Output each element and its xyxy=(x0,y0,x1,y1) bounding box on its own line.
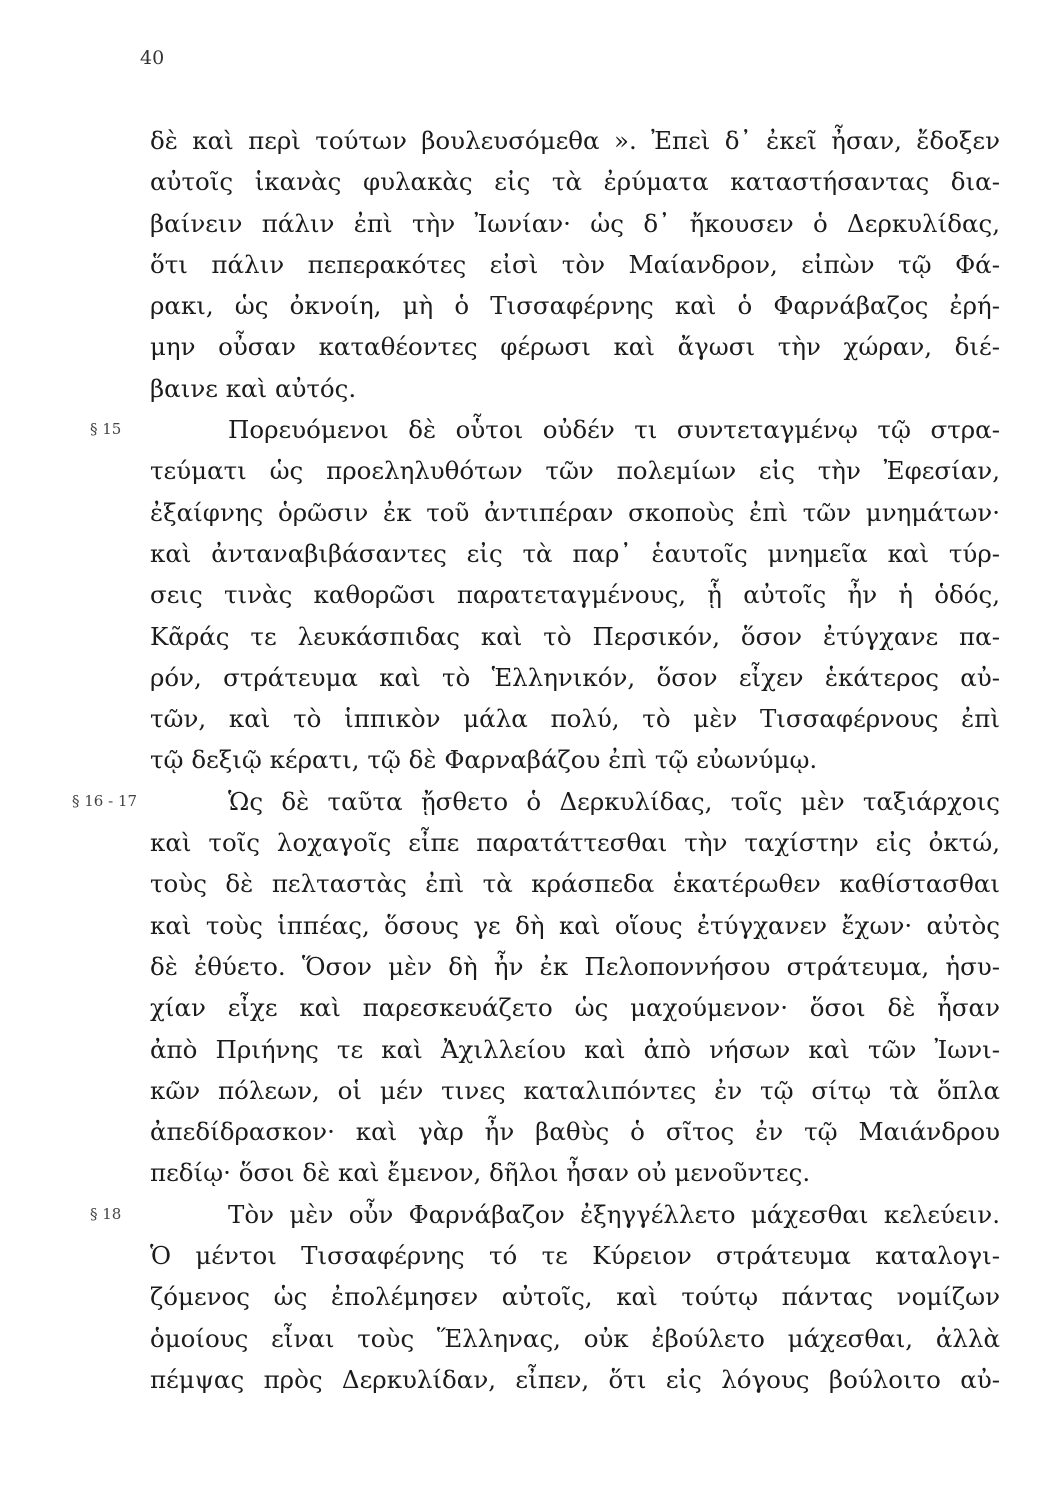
text-line: δὲ ἐθύετο. Ὅσον μὲν δὴ ἦν ἐκ Πελοποννήσου στράτευμα, ἡσυ- xyxy=(150,951,1000,981)
text-line: χίαν εἶχε καὶ παρεσκευάζετο ὡς μαχούμενον· ὅσοι δὲ ἦσαν xyxy=(150,993,1000,1023)
text-line: ὅτι πάλιν πεπερακότες εἰσὶ τὸν Μαίανδρον, εἰπὼν τῷ Φά- xyxy=(150,249,1000,279)
text-line: σεις τινὰς καθορῶσι παρατεταγμένους, ᾗ αὐτοῖς ἦν ἡ ὁδός, xyxy=(150,580,1000,610)
text-line xyxy=(90,1194,1000,1235)
section-marker: § 15 xyxy=(90,420,122,439)
text-line: αὐτοῖς ἱκανὰς φυλακὰς εἰς τὰ ἐρύματα καταστήσαντας δια- xyxy=(150,167,1000,197)
text-line: καὶ ἀνταναβιβάσαντες εἰς τὰ παρ᾽ ἑαυτοῖς μνημεῖα καὶ τύρ- xyxy=(150,538,1000,568)
text-line: ζόμενος ὡς ἐπολέμησεν αὐτοῖς, καὶ τούτῳ πάντας νομίζων xyxy=(150,1282,1000,1312)
text-line xyxy=(90,409,1000,450)
text-line: Κᾶράς τε λευκάσπιδας καὶ τὸ Περσικόν, ὅσον ἐτύγχανε πα- xyxy=(150,621,1000,651)
text-line xyxy=(72,781,1000,822)
line-text: Τὸν μὲν οὖν Φαρνάβαζον ἐξηγγέλλετο μάχεσθαι κελεύειν. xyxy=(228,1199,1000,1229)
text-line: ρόν, στράτευμα καὶ τὸ Ἑλληνικόν, ὅσον εἶχεν ἑκάτερος αὐ- xyxy=(150,662,1000,692)
section-marker: § 16 - 17 xyxy=(72,791,138,810)
text-line: μην οὖσαν καταθέοντες φέρωσι καὶ ἄγωσι τὴν χώραν, διέ- xyxy=(150,332,1000,362)
text-line: τοὺς δὲ πελταστὰς ἐπὶ τὰ κράσπεδα ἑκατέρωθεν καθίστασθαι xyxy=(150,869,1000,899)
text-line: ὁμοίους εἶναι τοὺς Ἕλληνας, οὐκ ἐβούλετο μάχεσθαι, ἀλλὰ xyxy=(150,1323,1000,1353)
text-line: βαίνειν πάλιν ἐπὶ τὴν Ἰωνίαν· ὡς δ᾽ ἤκουσεν ὁ Δερκυλίδας, xyxy=(150,208,1000,238)
text-line: ἀπεδίδρασκον· καὶ γὰρ ἦν βαθὺς ὁ σῖτος ἐν τῷ Μαιάνδρου xyxy=(150,1117,1000,1147)
line-text: Πορευόμενοι δὲ οὗτοι οὐδέν τι συντεταγμένῳ τῷ στρα- xyxy=(228,415,1000,445)
text-line: τῷ δεξιῷ κέρατι, τῷ δὲ Φαρναβάζου ἐπὶ τῷ εὐωνύμῳ. xyxy=(150,745,818,775)
body-text xyxy=(72,120,1000,1400)
text-line: ἀπὸ Πριήνης τε καὶ Ἀχιλλείου καὶ ἀπὸ νήσων καὶ τῶν Ἰωνι- xyxy=(150,1034,1000,1064)
text-line: τεύματι ὡς προεληλυθότων τῶν πολεμίων εἰς τὴν Ἐφεσίαν, xyxy=(150,456,1000,486)
text-line: τῶν, καὶ τὸ ἱππικὸν μάλα πολύ, τὸ μὲν Τισσαφέρνους ἐπὶ xyxy=(150,704,1000,734)
text-line: καὶ τοῖς λοχαγοῖς εἶπε παρατάττεσθαι τὴν ταχίστην εἰς ὀκτώ, xyxy=(150,828,1000,858)
text-line: δὲ καὶ περὶ τούτων βουλευσόμεθα ». Ἐπεὶ δ᾽ ἐκεῖ ἦσαν, ἔδοξεν xyxy=(150,126,1000,155)
text-line: πέμψας πρὸς Δερκυλίδαν, εἶπεν, ὅτι εἰς λόγους βούλοιτο αὐ- xyxy=(150,1364,1000,1394)
text-line: βαινε καὶ αὐτός. xyxy=(150,373,357,403)
text-line: ρακι, ὡς ὀκνοίη, μὴ ὁ Τισσαφέρνης καὶ ὁ Φαρνάβαζος ἐρή- xyxy=(150,291,1000,321)
text-line: Ὁ μέντοι Τισσαφέρνης τό τε Κύρειον στράτευμα καταλογι- xyxy=(150,1241,1000,1271)
section-marker: § 18 xyxy=(90,1204,122,1223)
text-line: ἐξαίφνης ὁρῶσιν ἐκ τοῦ ἀντιπέραν σκοποὺς ἐπὶ τῶν μνημάτων· xyxy=(150,497,1000,527)
page-number: 40 xyxy=(140,47,165,69)
text-line: κῶν πόλεων, οἱ μέν τινες καταλιπόντες ἐν τῷ σίτῳ τὰ ὅπλα xyxy=(150,1075,1000,1105)
text-line: πεδίῳ· ὅσοι δὲ καὶ ἔμενον, δῆλοι ἦσαν οὐ μενοῦντες. xyxy=(150,1158,811,1188)
line-text: Ὡς δὲ ταῦτα ᾔσθετο ὁ Δερκυλίδας, τοῖς μὲν ταξιάρχοις xyxy=(228,786,1000,816)
text-line: καὶ τοὺς ἱππέας, ὅσους γε δὴ καὶ οἵους ἐτύγχανεν ἔχων· αὐτὸς xyxy=(150,910,1000,940)
